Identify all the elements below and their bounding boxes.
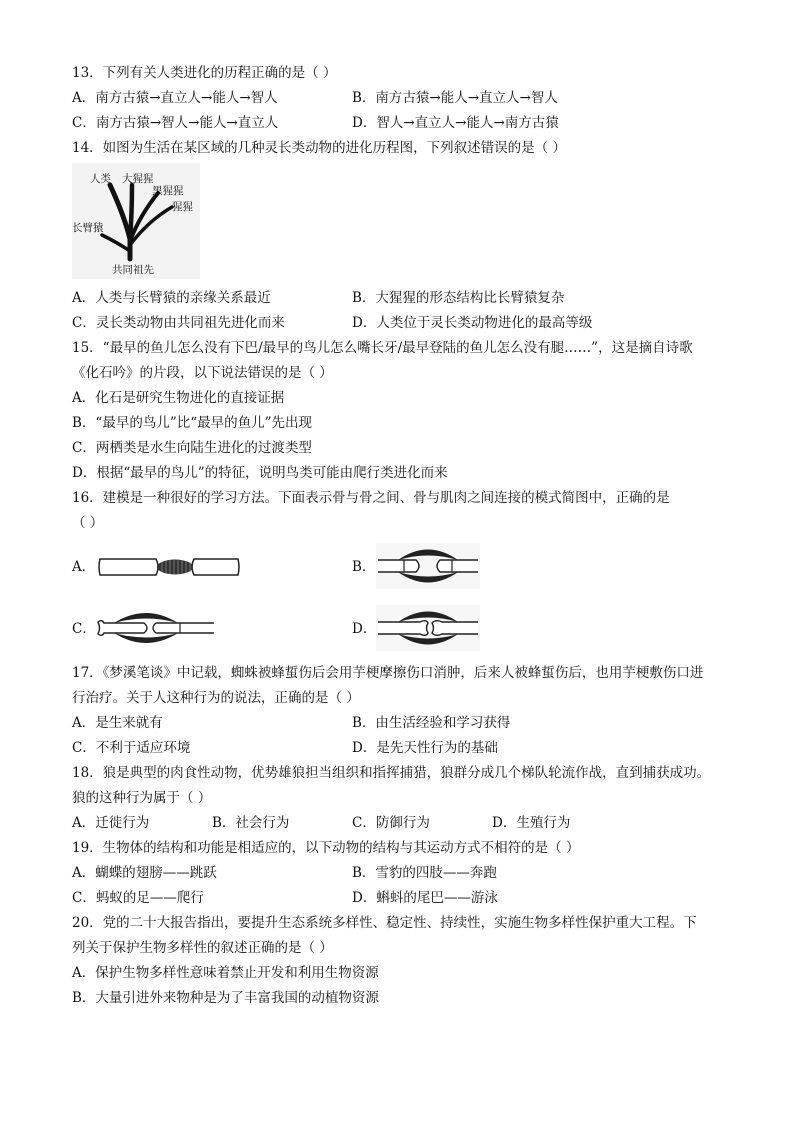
evolution-tree-diagram	[72, 163, 200, 279]
q13-option-d: D．智人→直立人→能人→南方古猿	[352, 115, 559, 131]
q13-stem: 13．下列有关人类进化的历程正确的是（ ）	[72, 65, 337, 81]
q20-stem-line1: 20．党的二十大报告指出，要提升生态系统多样性、稳定性、持续性，实施生物多样性保护重大工程。下	[72, 915, 697, 931]
q16-option-c-figure	[96, 605, 216, 651]
q14-option-b: B．大猩猩的形态结构比长臂猿复杂	[352, 290, 565, 306]
q19-stem: 19．生物体的结构和功能是相适应的，以下动物的结构与其运动方式不相符的是（ ）	[72, 840, 580, 856]
q14-stem: 14．如图为生活在某区域的几种灵长类动物的进化历程图，下列叙述错误的是（ ）	[72, 140, 566, 156]
q16-option-a-label: A．	[72, 559, 96, 575]
q16-option-d-label: D．	[352, 621, 377, 637]
q15-option-c: C．两栖类是水生向陆生进化的过渡类型	[72, 440, 312, 456]
q14-option-c: C．灵长类动物由共同祖先进化而来	[72, 315, 285, 331]
q16-option-b-label: B．	[352, 559, 376, 575]
q17-stem-line1: 17．《梦溪笔谈》中记载，蜘蛛被蜂蜇伤后会用芋梗摩擦伤口消肿，后来人被蜂蜇伤后，也用芋梗敷伤口进	[72, 665, 704, 681]
q15-stem-line2: 《化石吟》的片段，以下说法错误的是（ ）	[72, 365, 333, 381]
q13-option-a: A．南方古猿→直立人→能人→智人	[72, 90, 278, 106]
q16-option-c-label: C．	[72, 621, 96, 637]
q14-option-d: D．人类位于灵长类动物进化的最高等级	[352, 315, 593, 331]
bone-joint-diagram-c	[96, 605, 216, 651]
q18-option-c: C．防御行为	[352, 815, 430, 831]
label-human: 人类	[90, 173, 111, 185]
q16-stem-line1: 16．建模是一种很好的学习方法。下面表示骨与骨之间、骨与肌肉之间连接的模式简图中，正确的是	[72, 490, 670, 506]
q13-option-c: C．南方古猿→智人→能人→直立人	[72, 115, 279, 131]
q16-option-b-figure	[376, 543, 480, 589]
q19-option-c: C．蚂蚁的足——爬行	[72, 890, 204, 906]
q20-option-b: B．大量引进外来物种是为了丰富我国的动植物资源	[72, 990, 379, 1006]
q19-option-a: A．蝴蝶的翅膀——跳跃	[72, 865, 217, 881]
q18-stem-line1: 18．狼是典型的肉食性动物，优势雄狼担当组织和指挥捕猎，狼群分成几个梯队轮流作战，直到捕获成功。	[72, 765, 711, 781]
q17-option-c: C．不利于适应环境	[72, 740, 191, 756]
q16-stem-line2: （ ）	[72, 515, 104, 531]
q17-option-a: A．是生来就有	[72, 715, 163, 731]
q19-option-d: D．蝌蚪的尾巴——游泳	[352, 890, 498, 906]
q18-option-d: D．生殖行为	[492, 815, 571, 831]
q15-option-b: B．“最早的鸟儿”比“最早的鱼儿”先出现	[72, 415, 313, 431]
primate-evolution-tree-figure	[72, 163, 200, 279]
q20-option-a: A．保护生物多样性意味着禁止开发和利用生物资源	[72, 965, 379, 981]
bone-joint-diagram-a	[96, 552, 242, 582]
q15-option-a: A．化石是研究生物进化的直接证据	[72, 390, 285, 406]
q18-stem-line2: 狼的这种行为属于（ ）	[72, 790, 212, 806]
q17-option-b: B．由生活经验和学习获得	[352, 715, 511, 731]
q14-option-a: A．人类与长臂猿的亲缘关系最近	[72, 290, 271, 306]
q17-option-d: D．是先天性行为的基础	[352, 740, 498, 756]
q15-option-d: D．根据“最早的鸟儿”的特征，说明鸟类可能由爬行类进化而来	[72, 465, 448, 481]
q15-stem-line1: 15．“最早的鱼儿怎么没有下巴/最早的鸟儿怎么嘴长牙/最早登陆的鱼儿怎么没有腿……”，这是摘自诗歌	[72, 340, 693, 356]
bone-joint-diagram-b	[376, 543, 480, 589]
q16-option-d-figure	[376, 605, 480, 651]
label-chimpanzee: 黑猩猩	[152, 185, 184, 197]
label-gibbon: 长臂猿	[72, 222, 104, 234]
q17-stem-line2: 行治疗。关于人这种行为的说法，正确的是（ ）	[72, 690, 360, 706]
label-gorilla: 大猩猩	[122, 173, 154, 185]
q20-stem-line2: 列关于保护生物多样性的叙述正确的是（ ）	[72, 940, 333, 956]
label-common-ancestor: 共同祖先	[112, 264, 154, 276]
q16-option-a-figure	[96, 552, 242, 582]
q18-option-a: A．迁徙行为	[72, 815, 150, 831]
q19-option-b: B．雪豹的四肢——奔跑	[352, 865, 497, 881]
bone-joint-diagram-d	[376, 605, 480, 651]
label-orangutan: 猩猩	[172, 201, 193, 213]
q18-option-b: B．社会行为	[212, 815, 290, 831]
q13-option-b: B．南方古猿→能人→直立人→智人	[352, 90, 558, 106]
